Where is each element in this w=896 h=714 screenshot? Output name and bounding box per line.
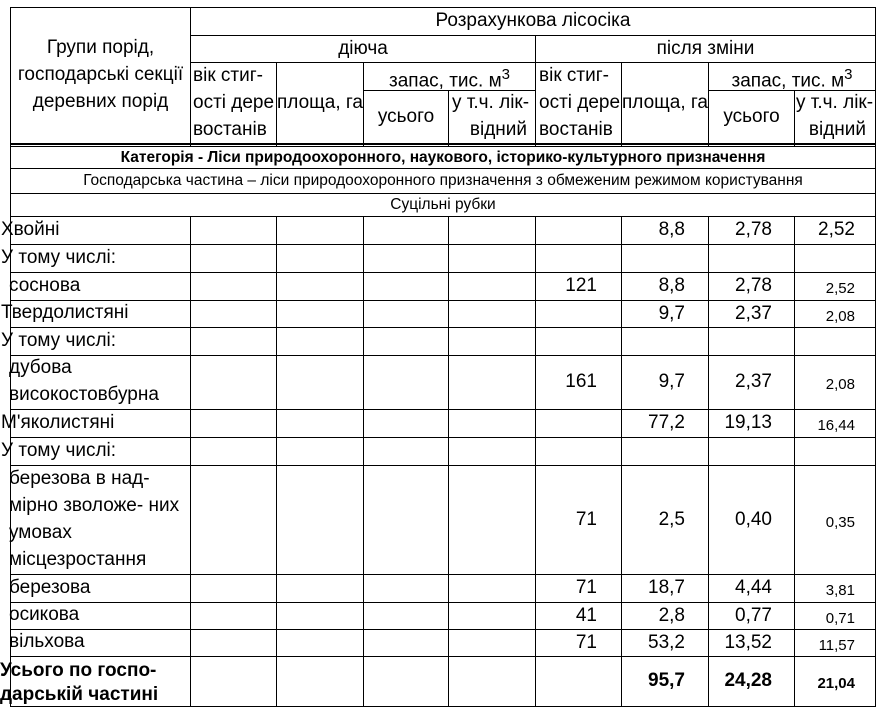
felling-type-row: Суцільні рубки [390,196,496,213]
current-stock-header: запас, тис. $м^3$ [389,66,510,92]
row-label: осикова [9,604,80,625]
total-cell: 0,77 [735,604,772,626]
total-cell: 2,78 [735,275,772,296]
age-cell: 71 [575,577,597,598]
total-cell: 2,78 [735,219,772,240]
total-cell: 0,40 [735,508,772,530]
row-label: Твердолистяні [1,302,129,323]
area-cell: 8,8 [658,219,685,240]
total-cell: 2,37 [735,302,772,324]
economic-part-row: Господарська частина – ліси природоохоронного призначення з обмеженим режимом користування [83,172,803,189]
total-cell: 4,44 [735,577,772,598]
groups-header-line: Групи порід, [46,37,155,58]
row-label: вільхова [9,631,85,652]
row-label: У тому числі: [1,439,117,461]
liquid-cell: 2,08 [825,376,855,393]
current-liquid-header: у т.ч. лік- [452,92,530,113]
row-label: дубова [9,357,72,378]
groups-header-line: деревних порід [32,91,169,112]
area-cell: 2,8 [658,604,685,626]
current-subheader: діюча [338,38,388,59]
total-row-label: дарській частині [0,684,159,705]
liquid-cell: 16,44 [817,417,855,434]
after-stock-header: запас, тис. $м^3$ [731,66,853,92]
row-label: соснова [9,274,81,296]
groups-header-line: господарські секції [17,64,184,85]
current-area-header: площа, га [277,92,363,113]
liquid-cell: 2,52 [825,280,855,297]
total-area-cell: 95,7 [648,670,685,691]
total-stock-cell: 24,28 [724,670,772,691]
liquid-cell: 0,71 [825,609,855,627]
after-age-header: ості дере [539,92,621,113]
row-label: місцезростання [9,548,147,570]
total-cell: 19,13 [724,412,772,433]
current-age-header: востанів [193,119,267,140]
liquid-cell: 2,08 [825,307,855,325]
total-liquid-cell: 21,04 [817,675,855,692]
age-cell: 121 [565,275,597,296]
liquid-cell: 11,57 [818,636,855,654]
current-age-header: вік стиг- [193,65,263,86]
area-cell: 18,7 [648,577,685,598]
row-label: умовах [9,521,72,543]
total-cell: 2,37 [735,371,772,392]
age-cell: 71 [575,508,597,530]
row-label: високостовбурна [9,384,159,405]
row-label: Хвойні [1,218,60,240]
area-cell: 53,2 [648,631,685,653]
current-total-header: усього [377,106,435,127]
after-liquid-header: у т.ч. лік- [796,92,874,113]
after-total-header: усього [723,106,780,127]
liquid-cell: 3,81 [825,582,855,599]
age-cell: 71 [575,631,597,653]
current-age-header: ості дере [193,92,275,113]
main-title: Розрахункова лісосіка [435,10,631,31]
age-cell: 41 [575,604,597,626]
row-label: М'яколистяні [1,411,115,433]
after-change-subheader: після зміни [656,38,755,59]
area-cell: 2,5 [658,508,685,530]
after-liquid-header: відний [808,119,866,140]
row-label: мірно зволоже- них [9,494,180,516]
area-cell: 9,7 [658,302,685,324]
after-age-header: вік стиг- [539,65,609,86]
row-label: березова [9,576,91,598]
after-area-header: площа, га [622,92,708,113]
area-cell: 77,2 [648,412,685,433]
current-liquid-header: відний [469,119,527,140]
liquid-cell: 0,35 [825,513,855,531]
area-cell: 9,7 [658,371,685,392]
area-cell: 8,8 [658,275,685,296]
category-row: Категорія - Ліси природоохоронного, наукового, історико-культурного призначення [120,149,766,166]
after-age-header: востанів [539,119,613,140]
row-label: У тому числі: [1,329,117,351]
total-cell: 13,52 [724,631,772,653]
age-cell: 161 [565,371,597,392]
row-label: березова в над- [9,467,150,489]
liquid-cell: 2,52 [818,219,855,240]
row-label: У тому числі: [1,246,117,268]
total-row-label: Усього по госпо- [0,660,157,681]
